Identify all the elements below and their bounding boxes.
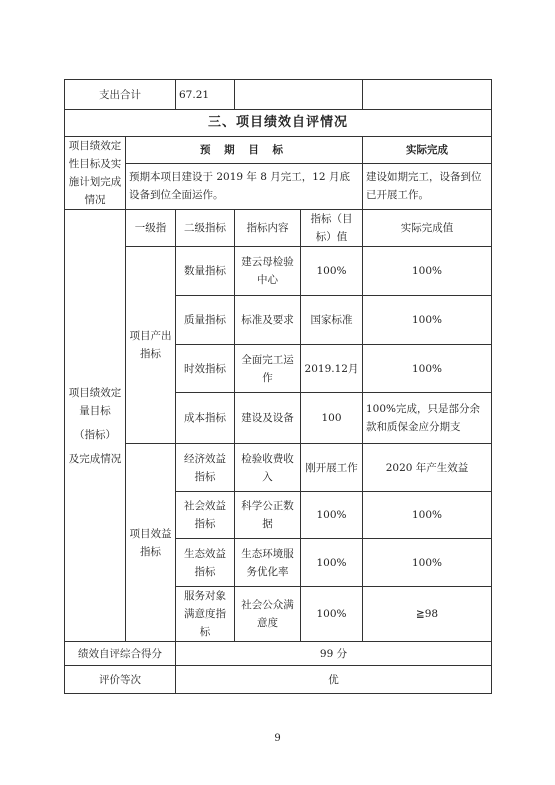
- grade-row: [65, 666, 492, 694]
- content-cell: 建云母检验中心: [235, 247, 301, 296]
- qualitative-header-row: [65, 137, 492, 164]
- level2-cell: 成本指标: [176, 393, 235, 444]
- section-title: 三、项目绩效自评情况: [65, 110, 492, 137]
- target-cell: 100%: [301, 492, 363, 539]
- level2-cell: 经济效益指标: [176, 444, 235, 492]
- header-level1: 一级指: [126, 210, 176, 247]
- target-cell: 刚开展工作: [301, 444, 363, 492]
- level2-cell: 质量指标: [176, 296, 235, 345]
- level2-cell: 社会效益指标: [176, 492, 235, 539]
- expense-value: 67.21: [176, 80, 235, 110]
- content-cell: 标准及要求: [235, 296, 301, 345]
- content-cell: 社会公众满意度: [235, 587, 301, 642]
- target-cell: 2019.12月: [301, 345, 363, 393]
- level2-cell: 生态效益指标: [176, 539, 235, 587]
- quantitative-label-line: （指标）: [74, 428, 116, 441]
- empty-cell: [235, 80, 363, 110]
- content-cell: 建设及设备: [235, 393, 301, 444]
- score-label: 绩效自评综合得分: [65, 642, 176, 666]
- target-cell: 100%: [301, 539, 363, 587]
- table-row: [65, 247, 492, 296]
- actual-cell: 100%完成，只是部分余款和质保金应分期支: [363, 393, 492, 444]
- output-indicator-label: 项目产出指标: [126, 247, 176, 444]
- expense-row: [65, 80, 492, 110]
- empty-cell: [363, 80, 492, 110]
- qualitative-content-row: [65, 163, 492, 209]
- quantitative-label-line: 及完成情况: [68, 452, 122, 465]
- score-value: 99 分: [176, 642, 492, 666]
- header-content: 指标内容: [235, 210, 301, 247]
- actual-cell: ≧98: [363, 587, 492, 642]
- actual-cell: 100%: [363, 345, 492, 393]
- target-cell: 100%: [301, 587, 363, 642]
- section-title-row: [65, 110, 492, 137]
- content-cell: 全面完工运作: [235, 345, 301, 393]
- content-cell: 生态环境服务优化率: [235, 539, 301, 587]
- content-cell: 科学公正数据: [235, 492, 301, 539]
- actual-cell: 100%: [363, 247, 492, 296]
- expense-label: 支出合计: [65, 80, 176, 110]
- indicator-header-row: [65, 210, 492, 247]
- qualitative-row-label: 项目绩效定性目标及实施计划完成情况: [65, 137, 126, 210]
- level2-cell: 时效指标: [176, 345, 235, 393]
- header-actual: 实际完成值: [363, 210, 492, 247]
- actual-cell: 100%: [363, 296, 492, 345]
- level2-cell: 服务对象满意度指标: [176, 587, 235, 642]
- target-cell: 国家标准: [301, 296, 363, 345]
- table-row: [65, 444, 492, 492]
- actual-cell: 100%: [363, 539, 492, 587]
- actual-completion-header: 实际完成: [363, 137, 492, 164]
- actual-cell: 100%: [363, 492, 492, 539]
- quantitative-row-label: [65, 210, 126, 642]
- score-row: [65, 642, 492, 666]
- grade-label: 评价等次: [65, 666, 176, 694]
- header-level2: 二级指标: [176, 210, 235, 247]
- expected-target-header: 预 期 目 标: [126, 137, 363, 164]
- page-number: 9: [274, 733, 281, 744]
- target-cell: 100: [301, 393, 363, 444]
- content-cell: 检验收费收入: [235, 444, 301, 492]
- header-target: 指标（目标）值: [301, 210, 363, 247]
- effect-indicator-label: 项目效益指标: [126, 444, 176, 642]
- performance-table: [64, 79, 492, 694]
- level2-cell: 数量指标: [176, 247, 235, 296]
- grade-value: 优: [176, 666, 492, 694]
- actual-cell: 2020 年产生效益: [363, 444, 492, 492]
- actual-completion-text: 建设如期完工，设备到位已开展工作。: [363, 163, 492, 209]
- quantitative-label-line: 项目绩效定量目标: [68, 386, 122, 417]
- target-cell: 100%: [301, 247, 363, 296]
- expected-target-text: 预期本项目建设于 2019 年 8 月完工，12 月底设备到位全面运作。: [126, 163, 363, 209]
